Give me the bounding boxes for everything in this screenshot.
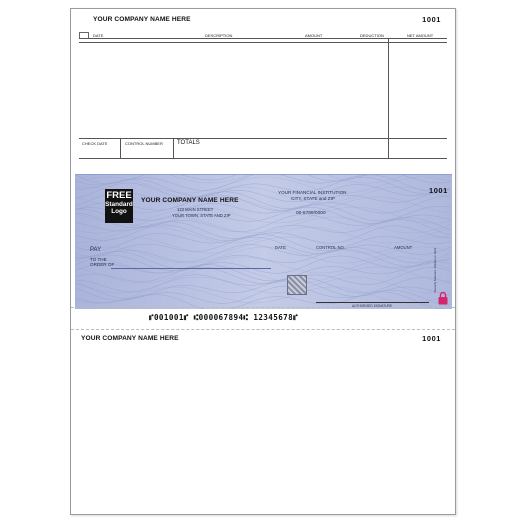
bank-name: YOUR FINANCIAL INSTITUTION [278, 190, 347, 195]
pay-label: PAY [90, 247, 102, 253]
net-amount-divider [388, 38, 389, 158]
header-amount: AMOUNT [305, 33, 323, 38]
logo-logo: Logo [111, 208, 127, 215]
check-sheet [70, 8, 456, 515]
header-bottom-rule [79, 42, 447, 43]
check-company: YOUR COMPANY NAME HERE [141, 197, 239, 204]
security-chip-icon [287, 275, 307, 295]
order-label-2: ORDER OF [90, 262, 115, 267]
header-top-rule [79, 38, 447, 39]
header-net-amount: NET AMOUNT [407, 33, 434, 38]
footer-check-date: CHECK DATE [82, 141, 108, 146]
side-security-text: Security features. Details on back. [433, 247, 437, 293]
payee-line [111, 268, 271, 269]
logo-box [105, 189, 133, 223]
order-label-1: TO THE [90, 257, 107, 262]
control-label: CONTROL NO. [316, 245, 345, 250]
top-stub-company: YOUR COMPANY NAME HERE [93, 16, 191, 23]
bottom-stub-company: YOUR COMPANY NAME HERE [81, 335, 179, 342]
bottom-stub-number: 1001 [422, 334, 441, 343]
logo-free: FREE [106, 190, 132, 201]
amount-label: AMOUNT [394, 245, 413, 250]
micr-line: ⑈001001⑈ ⑆000067894⑆ 12345678⑈ [149, 313, 299, 322]
header-deduction: DEDUCTION [360, 33, 384, 38]
date-label: DATE [275, 245, 286, 250]
fraction-number: 00-6789/0000 [296, 211, 326, 216]
bank-city: CITY, STATE and ZIP [291, 196, 335, 201]
signature-line [316, 302, 429, 303]
perforation-top [71, 307, 455, 308]
top-stub-number: 1001 [422, 15, 441, 24]
footer-totals: TOTALS [177, 140, 200, 146]
check-date-divider [120, 138, 121, 158]
control-divider [173, 138, 174, 158]
check-address2: YOUR TOWN, STATE AND ZIP [172, 213, 231, 218]
check-number: 1001 [429, 186, 448, 195]
check-body [75, 174, 452, 309]
header-date: DATE [93, 33, 104, 38]
perforation-bottom [71, 329, 455, 330]
signature-label: AUTHORIZED SIGNATURE [352, 304, 392, 308]
check-address1: 123 MAIN STREET [177, 207, 214, 212]
totals-top-rule [79, 138, 447, 139]
padlock-icon [438, 291, 448, 305]
totals-bottom-rule [79, 158, 447, 159]
header-description: DESCRIPTION [205, 33, 233, 38]
footer-control-number: CONTROL NUMBER [125, 141, 163, 146]
logo-standard: Standard [105, 201, 133, 208]
